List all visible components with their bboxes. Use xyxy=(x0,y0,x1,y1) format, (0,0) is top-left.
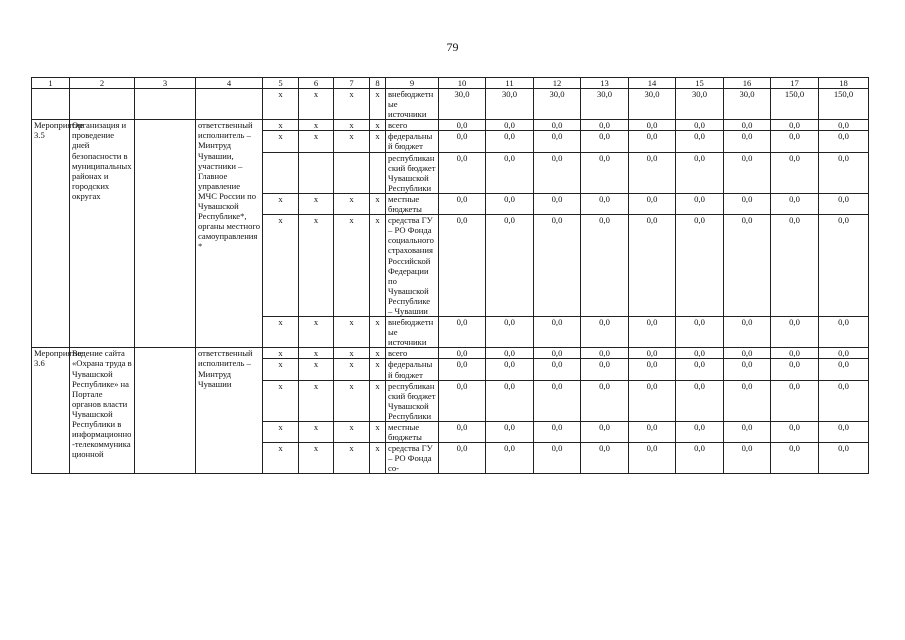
value-cell: 0,0 xyxy=(629,152,676,193)
column-number-cell: 10 xyxy=(439,78,486,89)
value-cell: 0,0 xyxy=(581,359,629,380)
mark-cell: x xyxy=(334,422,370,443)
value-cell: 0,0 xyxy=(724,380,771,421)
mark-cell: x xyxy=(334,89,370,120)
value-cell: 0,0 xyxy=(724,120,771,131)
mark-cell: x xyxy=(370,193,386,214)
value-cell: 150,0 xyxy=(819,89,869,120)
column-number-cell: 1 xyxy=(32,78,70,89)
mark-cell: x xyxy=(263,317,299,348)
value-cell: 150,0 xyxy=(771,89,819,120)
value-cell: 0,0 xyxy=(676,215,724,317)
funding-source-cell: федеральный бюджет xyxy=(386,359,439,380)
funding-source-cell: республиканский бюджет Чувашской Республики xyxy=(386,152,439,193)
value-cell: 0,0 xyxy=(439,193,486,214)
value-cell: 0,0 xyxy=(486,193,534,214)
value-cell: 0,0 xyxy=(819,193,869,214)
mark-cell: x xyxy=(334,348,370,359)
value-cell: 0,0 xyxy=(486,359,534,380)
funding-source-cell: внебюджетные источники xyxy=(386,89,439,120)
column-number-cell: 16 xyxy=(724,78,771,89)
value-cell: 0,0 xyxy=(629,193,676,214)
value-cell: 0,0 xyxy=(771,422,819,443)
mark-cell: x xyxy=(263,215,299,317)
mark-cell: x xyxy=(263,120,299,131)
mark-cell: x xyxy=(370,215,386,317)
mark-cell: x xyxy=(299,348,334,359)
mark-cell: x xyxy=(263,348,299,359)
value-cell: 0,0 xyxy=(534,348,581,359)
page-number: 79 xyxy=(446,40,459,54)
value-cell: 0,0 xyxy=(724,152,771,193)
value-cell: 0,0 xyxy=(771,193,819,214)
column-number-cell: 15 xyxy=(676,78,724,89)
mark-cell: x xyxy=(334,131,370,152)
value-cell: 0,0 xyxy=(439,348,486,359)
mark-cell: x xyxy=(263,443,299,474)
mark-cell: x xyxy=(370,131,386,152)
value-cell: 0,0 xyxy=(771,317,819,348)
mark-cell: x xyxy=(299,120,334,131)
value-cell: 0,0 xyxy=(724,215,771,317)
value-cell: 0,0 xyxy=(581,215,629,317)
value-cell: 0,0 xyxy=(534,422,581,443)
value-cell: 0,0 xyxy=(486,215,534,317)
mark-cell: x xyxy=(370,359,386,380)
value-cell: 0,0 xyxy=(581,422,629,443)
value-cell: 0,0 xyxy=(629,348,676,359)
mark-cell xyxy=(263,152,299,193)
value-cell: 0,0 xyxy=(676,359,724,380)
activity-label-cell xyxy=(32,89,70,120)
funding-source-cell: всего xyxy=(386,348,439,359)
value-cell: 0,0 xyxy=(486,120,534,131)
value-cell: 0,0 xyxy=(486,131,534,152)
column-number-cell: 17 xyxy=(771,78,819,89)
funding-source-cell: внебюджетные источники xyxy=(386,317,439,348)
activity-description-cell: Ведение сайта «Охрана труда в Чувашской Республике» на Портале органов власти Чувашской Республики в информационно-телекоммуникационной xyxy=(70,348,135,474)
funding-source-cell: средства ГУ – РО Фонда социального страхования Российской Федерации по Чувашской Республике – Чувашии xyxy=(386,215,439,317)
mark-cell: x xyxy=(299,380,334,421)
activity-label-cell: Мероприятие 3.6 xyxy=(32,348,70,474)
mark-cell: x xyxy=(334,193,370,214)
value-cell: 0,0 xyxy=(439,131,486,152)
column-number-cell: 11 xyxy=(486,78,534,89)
mark-cell: x xyxy=(299,131,334,152)
value-cell: 30,0 xyxy=(581,89,629,120)
funding-source-cell: федеральный бюджет xyxy=(386,131,439,152)
mark-cell: x xyxy=(263,422,299,443)
value-cell: 0,0 xyxy=(534,317,581,348)
value-cell: 0,0 xyxy=(534,443,581,474)
funding-source-cell: местные бюджеты xyxy=(386,422,439,443)
value-cell: 30,0 xyxy=(629,89,676,120)
mark-cell: x xyxy=(334,443,370,474)
value-cell: 0,0 xyxy=(724,443,771,474)
column-number-cell: 8 xyxy=(370,78,386,89)
value-cell: 0,0 xyxy=(581,348,629,359)
value-cell: 0,0 xyxy=(629,131,676,152)
column-number-cell: 3 xyxy=(135,78,196,89)
mark-cell: x xyxy=(334,380,370,421)
executor-cell: ответственный исполнитель – Минтруд Чувашии xyxy=(196,348,263,474)
mark-cell: x xyxy=(299,359,334,380)
mark-cell: x xyxy=(263,193,299,214)
value-cell: 0,0 xyxy=(676,422,724,443)
value-cell: 0,0 xyxy=(486,348,534,359)
value-cell: 0,0 xyxy=(581,380,629,421)
column-number-cell: 12 xyxy=(534,78,581,89)
mark-cell: x xyxy=(263,131,299,152)
value-cell: 0,0 xyxy=(439,380,486,421)
value-cell: 30,0 xyxy=(724,89,771,120)
value-cell: 0,0 xyxy=(771,131,819,152)
empty-cell xyxy=(135,89,196,120)
value-cell: 0,0 xyxy=(819,348,869,359)
value-cell: 0,0 xyxy=(534,120,581,131)
value-cell: 0,0 xyxy=(486,443,534,474)
value-cell: 0,0 xyxy=(629,380,676,421)
value-cell: 0,0 xyxy=(676,193,724,214)
value-cell: 0,0 xyxy=(676,443,724,474)
mark-cell: x xyxy=(370,120,386,131)
value-cell: 0,0 xyxy=(439,120,486,131)
value-cell: 0,0 xyxy=(819,359,869,380)
mark-cell xyxy=(370,152,386,193)
value-cell: 0,0 xyxy=(819,380,869,421)
value-cell: 0,0 xyxy=(486,422,534,443)
funding-source-cell: средства ГУ – РО Фонда со- xyxy=(386,443,439,474)
mark-cell: x xyxy=(334,215,370,317)
value-cell: 0,0 xyxy=(439,215,486,317)
value-cell: 0,0 xyxy=(629,422,676,443)
value-cell: 0,0 xyxy=(819,131,869,152)
value-cell: 0,0 xyxy=(581,131,629,152)
funding-source-cell: местные бюджеты xyxy=(386,193,439,214)
column-number-cell: 18 xyxy=(819,78,869,89)
value-cell: 0,0 xyxy=(676,380,724,421)
value-cell: 0,0 xyxy=(629,443,676,474)
value-cell: 0,0 xyxy=(534,215,581,317)
value-cell: 0,0 xyxy=(439,152,486,193)
value-cell: 0,0 xyxy=(724,348,771,359)
value-cell: 0,0 xyxy=(819,215,869,317)
value-cell: 30,0 xyxy=(439,89,486,120)
value-cell: 0,0 xyxy=(771,348,819,359)
value-cell: 0,0 xyxy=(771,380,819,421)
value-cell: 0,0 xyxy=(486,152,534,193)
mark-cell: x xyxy=(370,443,386,474)
column-number-cell: 14 xyxy=(629,78,676,89)
value-cell: 0,0 xyxy=(581,317,629,348)
mark-cell xyxy=(334,152,370,193)
mark-cell: x xyxy=(263,380,299,421)
activity-description-cell: Организация и проведение дней безопасности в муниципальных районах и городских округах xyxy=(70,120,135,348)
mark-cell: x xyxy=(263,89,299,120)
value-cell: 0,0 xyxy=(724,359,771,380)
value-cell: 0,0 xyxy=(771,120,819,131)
funding-source-cell: всего xyxy=(386,120,439,131)
table-row xyxy=(32,348,869,359)
value-cell: 0,0 xyxy=(676,317,724,348)
value-cell: 0,0 xyxy=(819,152,869,193)
value-cell: 0,0 xyxy=(724,422,771,443)
mark-cell: x xyxy=(299,193,334,214)
mark-cell: x xyxy=(334,120,370,131)
mark-cell: x xyxy=(263,359,299,380)
activity-description-cell xyxy=(70,89,135,120)
activity-label-cell: Мероприятие 3.5 xyxy=(32,120,70,348)
value-cell: 0,0 xyxy=(439,443,486,474)
executor-cell: ответственный исполнитель – Минтруд Чувашии, участники – Главное управление МЧС России по Чувашской Республике*, органы местного самоуправления* xyxy=(196,120,263,348)
value-cell: 0,0 xyxy=(629,120,676,131)
value-cell: 0,0 xyxy=(439,317,486,348)
value-cell: 0,0 xyxy=(676,131,724,152)
value-cell: 0,0 xyxy=(486,317,534,348)
column-number-cell: 5 xyxy=(263,78,299,89)
mark-cell: x xyxy=(370,317,386,348)
value-cell: 0,0 xyxy=(629,359,676,380)
mark-cell: x xyxy=(334,359,370,380)
mark-cell: x xyxy=(299,317,334,348)
value-cell: 0,0 xyxy=(486,380,534,421)
column-number-cell: 6 xyxy=(299,78,334,89)
value-cell: 0,0 xyxy=(534,193,581,214)
column-number-cell: 2 xyxy=(70,78,135,89)
value-cell: 0,0 xyxy=(771,443,819,474)
value-cell: 0,0 xyxy=(676,348,724,359)
value-cell: 0,0 xyxy=(771,215,819,317)
mark-cell xyxy=(299,152,334,193)
value-cell: 0,0 xyxy=(629,317,676,348)
budget-table xyxy=(31,77,869,474)
column-number-row xyxy=(32,78,869,89)
value-cell: 0,0 xyxy=(534,152,581,193)
mark-cell: x xyxy=(299,215,334,317)
value-cell: 0,0 xyxy=(819,443,869,474)
column-number-cell: 7 xyxy=(334,78,370,89)
mark-cell: x xyxy=(370,380,386,421)
value-cell: 0,0 xyxy=(581,193,629,214)
mark-cell: x xyxy=(299,422,334,443)
column-number-cell: 9 xyxy=(386,78,439,89)
value-cell: 0,0 xyxy=(581,120,629,131)
value-cell: 0,0 xyxy=(724,131,771,152)
value-cell: 30,0 xyxy=(676,89,724,120)
value-cell: 0,0 xyxy=(771,152,819,193)
mark-cell: x xyxy=(370,422,386,443)
funding-source-cell: республиканский бюджет Чувашской Республики xyxy=(386,380,439,421)
mark-cell: x xyxy=(334,317,370,348)
value-cell: 0,0 xyxy=(819,120,869,131)
value-cell: 0,0 xyxy=(439,422,486,443)
value-cell: 0,0 xyxy=(581,443,629,474)
value-cell: 0,0 xyxy=(676,120,724,131)
mark-cell: x xyxy=(370,348,386,359)
mark-cell: x xyxy=(299,443,334,474)
table-row xyxy=(32,89,869,120)
value-cell: 30,0 xyxy=(534,89,581,120)
value-cell: 0,0 xyxy=(676,152,724,193)
table-row xyxy=(32,120,869,131)
value-cell: 0,0 xyxy=(771,359,819,380)
value-cell: 0,0 xyxy=(629,215,676,317)
value-cell: 0,0 xyxy=(819,422,869,443)
value-cell: 0,0 xyxy=(724,317,771,348)
value-cell: 0,0 xyxy=(819,317,869,348)
mark-cell: x xyxy=(370,89,386,120)
column-number-cell: 13 xyxy=(581,78,629,89)
value-cell: 0,0 xyxy=(534,380,581,421)
value-cell: 0,0 xyxy=(581,152,629,193)
empty-cell xyxy=(135,120,196,348)
executor-cell xyxy=(196,89,263,120)
value-cell: 30,0 xyxy=(486,89,534,120)
column-number-cell: 4 xyxy=(196,78,263,89)
value-cell: 0,0 xyxy=(534,131,581,152)
mark-cell: x xyxy=(299,89,334,120)
value-cell: 0,0 xyxy=(534,359,581,380)
empty-cell xyxy=(135,348,196,474)
value-cell: 0,0 xyxy=(724,193,771,214)
value-cell: 0,0 xyxy=(439,359,486,380)
